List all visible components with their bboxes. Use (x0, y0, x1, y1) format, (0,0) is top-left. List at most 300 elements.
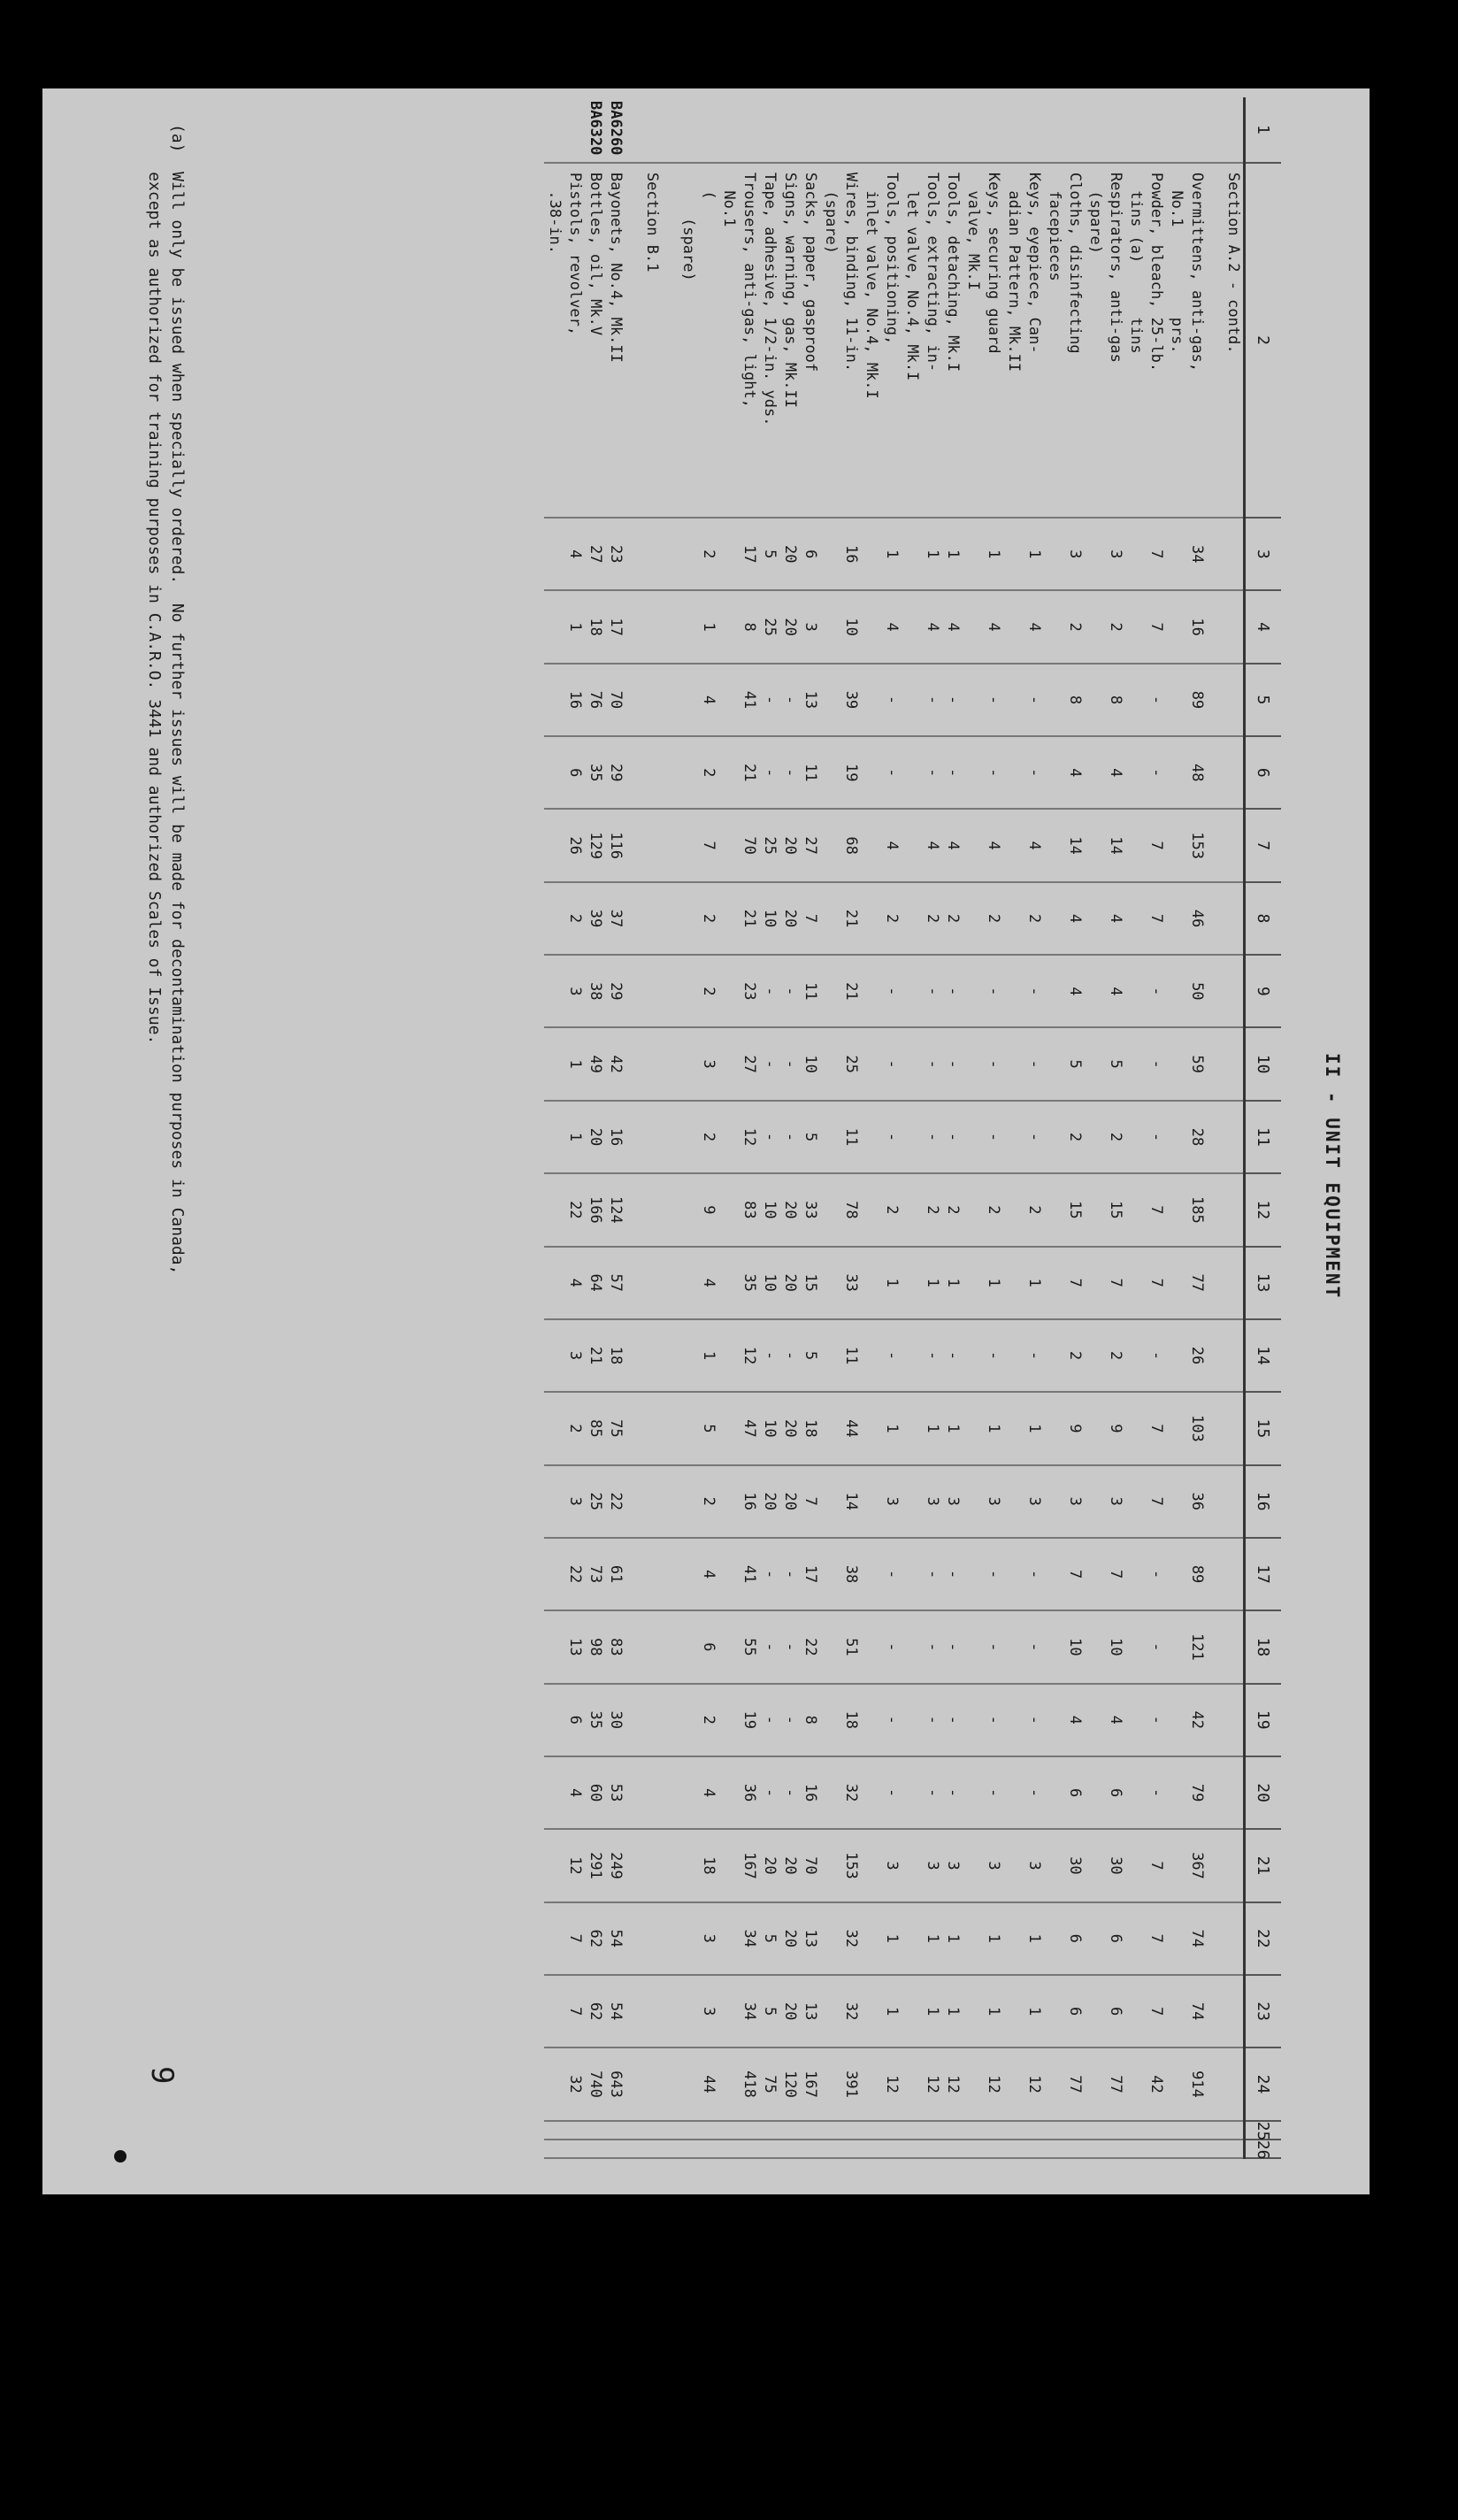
quantity-cell: 4 (678, 664, 718, 736)
quantity-cell: 2 (963, 882, 1003, 955)
column-header-6: 6 (1245, 736, 1282, 809)
quantity-cell: 1 (861, 518, 902, 590)
quantity-cell (641, 664, 662, 736)
quantity-cell: 83 (718, 1173, 759, 1246)
quantity-cell: 38 (820, 1538, 861, 1610)
table-row (963, 97, 1003, 2158)
quantity-cell: 6 (1085, 1756, 1125, 1829)
quantity-cell: 1 (963, 1247, 1003, 1319)
catalogue-number (1003, 97, 1044, 163)
quantity-cell: 1 (544, 1027, 585, 1100)
quantity-cell: 35 (585, 736, 605, 809)
quantity-cell: 33 (820, 1247, 861, 1319)
quantity-cell: 3 (1044, 518, 1085, 590)
quantity-cell: - (942, 736, 963, 809)
column-header-3: 3 (1245, 518, 1282, 590)
quantity-cell: - (1003, 736, 1044, 809)
quantity-cell: 1 (1003, 1392, 1044, 1464)
quantity-cell: 73 (585, 1538, 605, 1610)
quantity-cell: 9 (678, 1173, 718, 1246)
quantity-cell: 32 (820, 1756, 861, 1829)
quantity-cell: 41 (718, 1538, 759, 1610)
quantity-cell: 1 (544, 590, 585, 663)
quantity-cell: 25 (820, 1027, 861, 1100)
quantity-cell: 23 (605, 518, 625, 590)
column-header-18: 18 (1245, 1610, 1282, 1683)
quantity-cell (759, 2140, 779, 2158)
item-description: Section B.1 (641, 163, 662, 518)
quantity-cell: 2 (1085, 1319, 1125, 1392)
quantity-cell: 7 (1044, 1538, 1085, 1610)
quantity-cell: - (861, 1027, 902, 1100)
quantity-cell: 1 (902, 518, 942, 590)
quantity-cell: 7 (1125, 1902, 1166, 1975)
quantity-cell: 4 (1044, 955, 1085, 1027)
quantity-cell: 11 (820, 1101, 861, 1173)
quantity-cell (1166, 2140, 1207, 2158)
column-header-12: 12 (1245, 1173, 1282, 1246)
quantity-cell: 10 (800, 1027, 820, 1100)
quantity-cell: - (1125, 1027, 1166, 1100)
quantity-cell (641, 2140, 662, 2158)
quantity-cell: 85 (585, 1392, 605, 1464)
catalogue-number: BA6260 (605, 97, 625, 163)
quantity-cell: - (963, 1610, 1003, 1683)
quantity-cell: 76 (585, 664, 605, 736)
quantity-cell: 42 (1166, 1684, 1207, 1756)
quantity-cell: 83 (605, 1610, 625, 1683)
quantity-cell (718, 2121, 759, 2140)
quantity-cell (718, 2140, 759, 2158)
quantity-cell: - (759, 1027, 779, 1100)
quantity-cell: 7 (1125, 882, 1166, 955)
quantity-cell: 16 (800, 1756, 820, 1829)
quantity-cell: 25 (585, 1465, 605, 1538)
quantity-cell: 6 (1085, 1975, 1125, 2048)
quantity-cell (942, 2140, 963, 2158)
quantity-cell: 3 (544, 1465, 585, 1538)
quantity-cell: 166 (585, 1173, 605, 1246)
quantity-cell: 3 (1085, 1465, 1125, 1538)
column-header-23: 23 (1245, 1975, 1282, 2048)
quantity-cell (1223, 1829, 1245, 1902)
quantity-cell: 27 (800, 809, 820, 881)
quantity-cell: 22 (544, 1173, 585, 1246)
table-row (902, 97, 942, 2158)
quantity-cell: 74 (1166, 1975, 1207, 2048)
quantity-cell: 4 (544, 518, 585, 590)
column-header-14: 14 (1245, 1319, 1282, 1392)
item-description: ( (spare) (678, 163, 718, 518)
quantity-cell: 1 (861, 1247, 902, 1319)
quantity-cell: 3 (1003, 1465, 1044, 1538)
table-row (678, 97, 718, 2158)
quantity-cell (1125, 2140, 1166, 2158)
quantity-cell (641, 882, 662, 955)
quantity-cell: - (902, 664, 942, 736)
quantity-cell: 20 (759, 1465, 779, 1538)
column-header-22: 22 (1245, 1902, 1282, 1975)
table-row (641, 97, 662, 2158)
equipment-table (544, 97, 1281, 2159)
quantity-cell (861, 2121, 902, 2140)
catalogue-number (779, 97, 800, 163)
quantity-cell: - (759, 1538, 779, 1610)
quantity-cell: 74 (1166, 1902, 1207, 1975)
quantity-cell: - (861, 664, 902, 736)
quantity-cell: 18 (820, 1684, 861, 1756)
quantity-cell: 2 (861, 1173, 902, 1246)
quantity-cell: 11 (800, 955, 820, 1027)
column-header-16: 16 (1245, 1465, 1282, 1538)
quantity-cell (641, 590, 662, 663)
quantity-cell: 2 (942, 1173, 963, 1246)
quantity-cell: 25 (759, 590, 779, 663)
table-row (1085, 97, 1125, 2158)
quantity-cell: 2 (942, 882, 963, 955)
quantity-cell: - (963, 1319, 1003, 1392)
quantity-cell (820, 2121, 861, 2140)
quantity-cell: 8 (800, 1684, 820, 1756)
quantity-cell (1223, 590, 1245, 663)
quantity-cell: 2 (678, 736, 718, 809)
quantity-cell: 2 (902, 1173, 942, 1246)
quantity-cell (1223, 955, 1245, 1027)
quantity-cell (605, 2121, 625, 2140)
quantity-cell: 4 (1085, 1684, 1125, 1756)
quantity-cell: 153 (1166, 809, 1207, 881)
quantity-cell (1223, 2048, 1245, 2120)
quantity-cell (1085, 2121, 1125, 2140)
quantity-cell: 12 (544, 1829, 585, 1902)
quantity-cell: 643 (605, 2048, 625, 2120)
quantity-cell: 20 (779, 1247, 800, 1319)
quantity-cell: 2 (1044, 1319, 1085, 1392)
quantity-cell: 16 (544, 664, 585, 736)
quantity-cell (678, 2121, 718, 2140)
quantity-cell: - (1003, 1610, 1044, 1683)
quantity-cell: 62 (585, 1975, 605, 2048)
quantity-cell: 3 (902, 1465, 942, 1538)
quantity-cell: 2 (1044, 1101, 1085, 1173)
quantity-cell: - (759, 1756, 779, 1829)
quantity-cell: - (1125, 1319, 1166, 1392)
quantity-cell: 89 (1166, 664, 1207, 736)
quantity-cell: 120 (779, 2048, 800, 2120)
catalogue-number (641, 97, 662, 163)
item-description: Bayonets, No.4, Mk.II (605, 163, 625, 518)
quantity-cell (641, 1319, 662, 1392)
quantity-cell: 5 (678, 1392, 718, 1464)
quantity-cell: 1 (963, 518, 1003, 590)
quantity-cell (641, 518, 662, 590)
item-description: Keys, eyepiece, Can- adian Pattern, Mk.II (1003, 163, 1044, 518)
quantity-cell: - (759, 1684, 779, 1756)
quantity-cell: 18 (585, 590, 605, 663)
quantity-cell: 10 (1085, 1610, 1125, 1683)
quantity-cell: 4 (902, 590, 942, 663)
quantity-cell: 3 (963, 1465, 1003, 1538)
quantity-cell: 5 (1044, 1027, 1085, 1100)
quantity-cell: 35 (585, 1684, 605, 1756)
quantity-cell: 8 (1085, 664, 1125, 736)
quantity-cell: 55 (718, 1610, 759, 1683)
table-row (544, 97, 585, 2158)
table-row (1125, 97, 1166, 2158)
quantity-cell: 5 (800, 1101, 820, 1173)
catalogue-number (942, 97, 963, 163)
quantity-cell: - (963, 1027, 1003, 1100)
quantity-cell: 1 (902, 1247, 942, 1319)
quantity-cell: 12 (1003, 2048, 1044, 2120)
quantity-cell: - (1003, 1756, 1044, 1829)
quantity-cell: 4 (1044, 1684, 1085, 1756)
quantity-cell: 7 (544, 1975, 585, 2048)
table-row (1223, 97, 1245, 2158)
quantity-cell: 46 (1166, 882, 1207, 955)
quantity-cell: 36 (1166, 1465, 1207, 1538)
quantity-cell: 6 (1044, 1902, 1085, 1975)
quantity-cell: 10 (1044, 1610, 1085, 1683)
row-spacer (1207, 97, 1223, 2158)
quantity-cell: 7 (1085, 1538, 1125, 1610)
quantity-cell: 10 (820, 590, 861, 663)
quantity-cell: 16 (605, 1101, 625, 1173)
column-header-5: 5 (1245, 664, 1282, 736)
quantity-cell: 42 (605, 1027, 625, 1100)
quantity-cell: 153 (820, 1829, 861, 1902)
table-row (1044, 97, 1085, 2158)
quantity-cell (641, 1538, 662, 1610)
quantity-cell: 124 (605, 1173, 625, 1246)
quantity-cell: 7 (1125, 1247, 1166, 1319)
quantity-cell: 20 (779, 1465, 800, 1538)
quantity-cell: - (942, 1101, 963, 1173)
quantity-cell (861, 2140, 902, 2158)
quantity-cell: 13 (800, 1975, 820, 2048)
quantity-cell: 2 (1003, 882, 1044, 955)
quantity-cell: - (861, 1101, 902, 1173)
quantity-cell: 18 (605, 1319, 625, 1392)
quantity-cell: 6 (678, 1610, 718, 1683)
quantity-cell: 35 (718, 1247, 759, 1319)
quantity-cell: 37 (605, 882, 625, 955)
table-row (820, 97, 861, 2158)
quantity-cell: 22 (605, 1465, 625, 1538)
quantity-cell: 7 (1125, 518, 1166, 590)
quantity-cell: 1 (1003, 1247, 1044, 1319)
quantity-cell: - (1125, 955, 1166, 1027)
quantity-cell: 17 (800, 1538, 820, 1610)
quantity-cell: 78 (820, 1173, 861, 1246)
quantity-cell (1166, 2121, 1207, 2140)
quantity-cell: 2 (1044, 590, 1085, 663)
quantity-cell: 6 (1044, 1756, 1085, 1829)
column-header-4: 4 (1245, 590, 1282, 663)
quantity-cell: 1 (861, 1902, 902, 1975)
quantity-cell: 30 (1044, 1829, 1085, 1902)
quantity-cell: 11 (820, 1319, 861, 1392)
catalogue-number (1166, 97, 1207, 163)
quantity-cell: 4 (963, 809, 1003, 881)
quantity-cell: 367 (1166, 1829, 1207, 1902)
quantity-cell (942, 2121, 963, 2140)
quantity-cell: 1 (942, 1902, 963, 1975)
quantity-cell (1223, 2121, 1245, 2140)
quantity-cell: 20 (779, 1975, 800, 2048)
quantity-cell: 5 (759, 518, 779, 590)
quantity-cell (1223, 736, 1245, 809)
quantity-cell: 14 (820, 1465, 861, 1538)
quantity-cell (1223, 1756, 1245, 1829)
quantity-cell: 13 (800, 1902, 820, 1975)
column-header-9: 9 (1245, 955, 1282, 1027)
quantity-cell: 3 (678, 1902, 718, 1975)
column-header-7: 7 (1245, 809, 1282, 881)
quantity-cell: 4 (1085, 882, 1125, 955)
quantity-cell: 12 (718, 1319, 759, 1392)
quantity-cell: 25 (759, 809, 779, 881)
catalogue-number (718, 97, 759, 163)
quantity-cell: 12 (963, 2048, 1003, 2120)
quantity-cell: 7 (1044, 1247, 1085, 1319)
quantity-cell: - (759, 664, 779, 736)
quantity-cell (641, 1101, 662, 1173)
quantity-cell: 1 (678, 1319, 718, 1392)
quantity-cell: - (1125, 1538, 1166, 1610)
quantity-cell: - (779, 736, 800, 809)
quantity-cell: - (1003, 664, 1044, 736)
quantity-cell: - (963, 1756, 1003, 1829)
quantity-cell (1044, 2140, 1085, 2158)
quantity-cell: 6 (800, 518, 820, 590)
quantity-cell: 249 (605, 1829, 625, 1902)
quantity-cell: 129 (585, 809, 605, 881)
quantity-cell: 10 (759, 882, 779, 955)
quantity-cell: - (779, 1756, 800, 1829)
quantity-cell (800, 2121, 820, 2140)
quantity-cell: 10 (759, 1173, 779, 1246)
quantity-cell (641, 809, 662, 881)
quantity-cell: 3 (678, 1027, 718, 1100)
quantity-cell: 3 (963, 1829, 1003, 1902)
quantity-cell (678, 2140, 718, 2158)
quantity-cell: 4 (544, 1756, 585, 1829)
page-number: 9 (144, 2066, 180, 2085)
quantity-cell: 18 (678, 1829, 718, 1902)
quantity-cell: 13 (544, 1610, 585, 1683)
quantity-cell: 5 (759, 1975, 779, 2048)
quantity-cell: - (779, 1027, 800, 1100)
quantity-cell (605, 2140, 625, 2158)
quantity-cell: 57 (605, 1247, 625, 1319)
quantity-cell (641, 1756, 662, 1829)
quantity-cell: - (779, 955, 800, 1027)
quantity-cell: - (759, 955, 779, 1027)
quantity-cell (1085, 2140, 1125, 2158)
quantity-cell: 61 (605, 1538, 625, 1610)
quantity-cell: 6 (544, 736, 585, 809)
quantity-cell: - (942, 1538, 963, 1610)
quantity-cell (641, 1173, 662, 1246)
catalogue-number (1085, 97, 1125, 163)
catalogue-number (861, 97, 902, 163)
quantity-cell: 3 (1044, 1465, 1085, 1538)
quantity-cell: 3 (678, 1975, 718, 2048)
quantity-cell (641, 2121, 662, 2140)
column-header-19: 19 (1245, 1684, 1282, 1756)
quantity-cell: 5 (759, 1902, 779, 1975)
quantity-cell: 20 (779, 590, 800, 663)
quantity-cell: 2 (678, 518, 718, 590)
table-row (585, 97, 605, 2158)
quantity-cell (544, 2140, 585, 2158)
quantity-cell: 4 (1085, 736, 1125, 809)
quantity-cell: 914 (1166, 2048, 1207, 2120)
quantity-cell: 21 (718, 736, 759, 809)
quantity-cell: 70 (605, 664, 625, 736)
quantity-cell: 17 (718, 518, 759, 590)
quantity-cell (963, 2121, 1003, 2140)
quantity-cell: 26 (544, 809, 585, 881)
quantity-cell: - (861, 1319, 902, 1392)
quantity-cell: 60 (585, 1756, 605, 1829)
quantity-cell: 2 (678, 1465, 718, 1538)
quantity-cell (641, 736, 662, 809)
quantity-cell: - (963, 955, 1003, 1027)
quantity-cell: 20 (779, 1392, 800, 1464)
quantity-cell: 47 (718, 1392, 759, 1464)
quantity-cell: - (1125, 736, 1166, 809)
quantity-cell (1044, 2121, 1085, 2140)
quantity-cell: - (779, 1610, 800, 1683)
quantity-cell: 21 (820, 955, 861, 1027)
quantity-cell: 20 (779, 809, 800, 881)
quantity-cell: 1 (1003, 1975, 1044, 2048)
quantity-cell: 19 (820, 736, 861, 809)
quantity-cell (1223, 1173, 1245, 1246)
quantity-cell (641, 955, 662, 1027)
quantity-cell (1223, 518, 1245, 590)
quantity-cell: 4 (942, 809, 963, 881)
quantity-cell: 48 (1166, 736, 1207, 809)
quantity-cell: 18 (800, 1392, 820, 1464)
quantity-cell: 4 (1003, 809, 1044, 881)
quantity-cell: 1 (942, 1247, 963, 1319)
quantity-cell: - (861, 1756, 902, 1829)
quantity-cell: - (963, 1538, 1003, 1610)
catalogue-number (820, 97, 861, 163)
quantity-cell (1223, 1902, 1245, 1975)
item-description: Respirators, anti-gas (spare) (1085, 163, 1125, 518)
quantity-cell: 7 (678, 809, 718, 881)
quantity-cell: 7 (544, 1902, 585, 1975)
quantity-cell: 7 (1125, 590, 1166, 663)
quantity-cell: - (1125, 1101, 1166, 1173)
quantity-cell: 3 (942, 1465, 963, 1538)
quantity-cell: - (759, 736, 779, 809)
quantity-cell: 2 (544, 1392, 585, 1464)
quantity-cell: 15 (800, 1247, 820, 1319)
quantity-cell: 3 (861, 1829, 902, 1902)
quantity-cell: 7 (1085, 1247, 1125, 1319)
quantity-cell: 44 (820, 1392, 861, 1464)
quantity-cell: 7 (1125, 809, 1166, 881)
quantity-cell: 2 (1003, 1173, 1044, 1246)
quantity-cell: 740 (585, 2048, 605, 2120)
quantity-cell: - (861, 736, 902, 809)
rotated-content (42, 88, 1370, 2194)
